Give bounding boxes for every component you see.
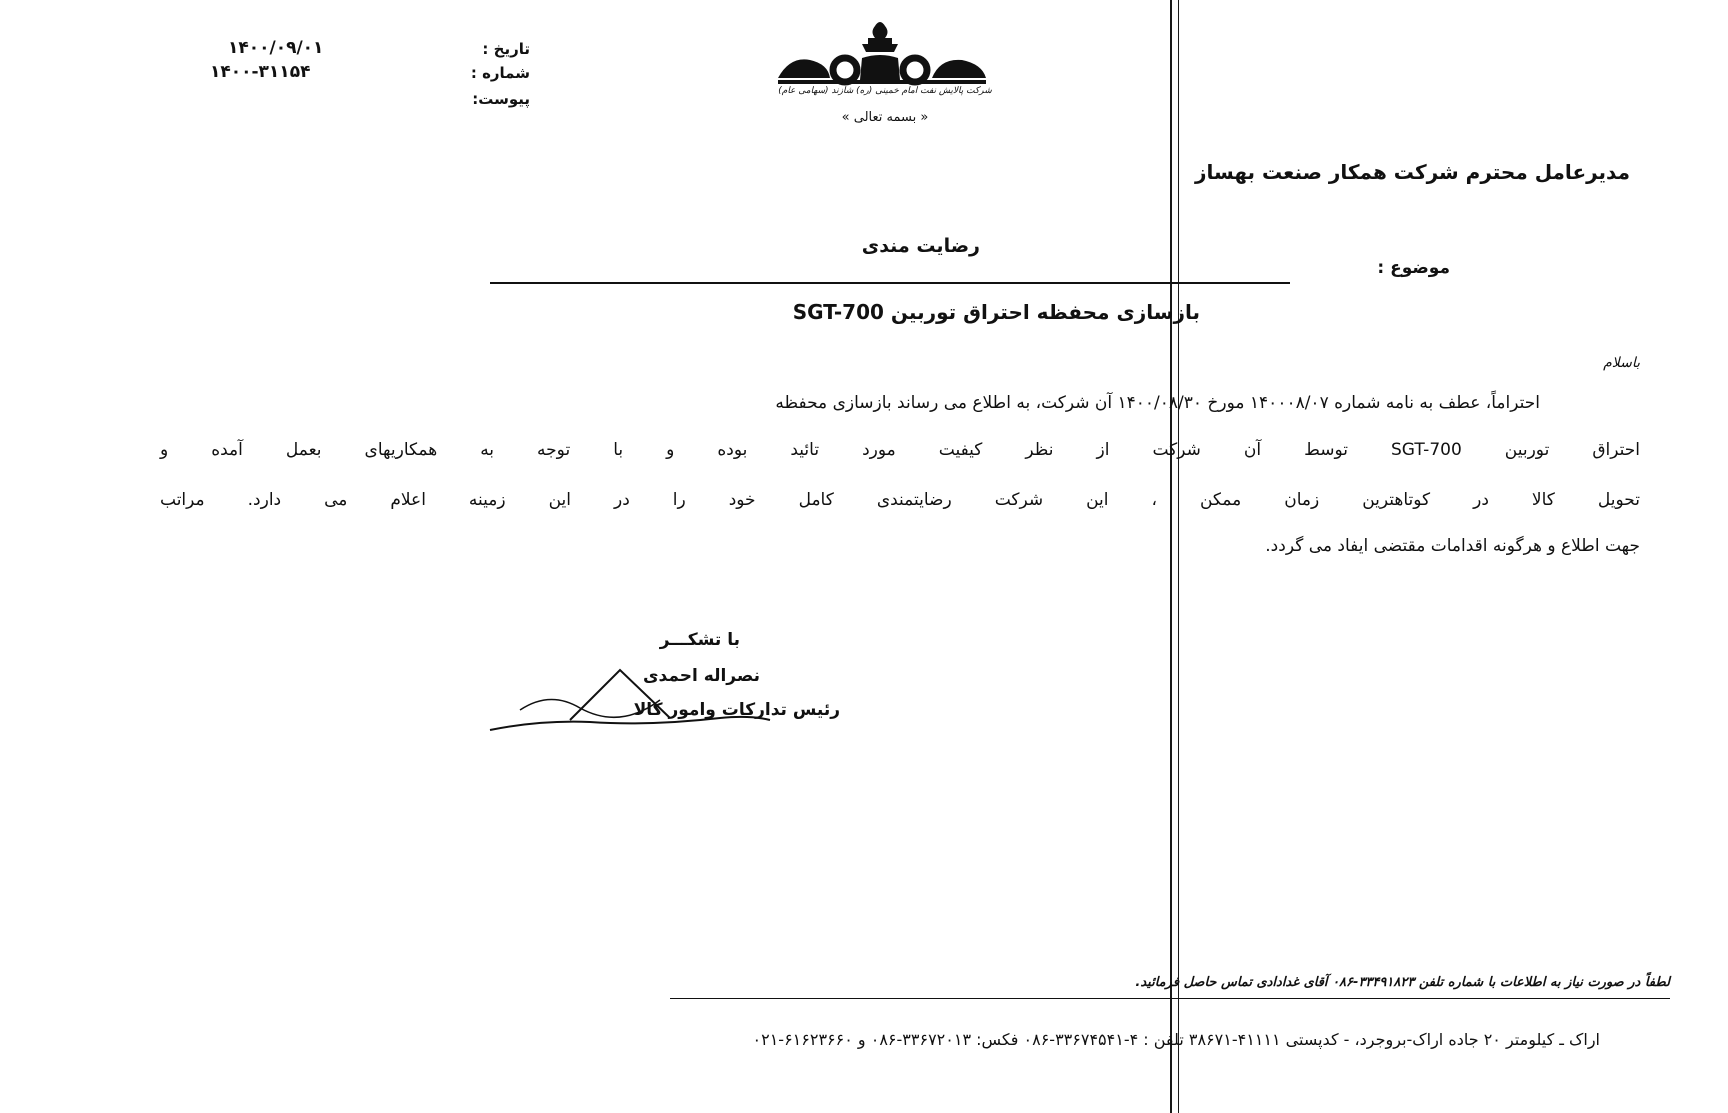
basmala: « بسمه تعالی » xyxy=(841,110,929,125)
attachment-label: پیوست: xyxy=(472,90,530,108)
footer-note: لطفاً در صورت نیاز به اطلاعات با شماره تلفن ۳۳۴۹۱۸۲۳-۰۸۶ آقای غدادادی تماس حاصل فرمائید. xyxy=(1135,975,1670,990)
handwritten-signature-icon xyxy=(480,660,780,740)
body-line-1: احتراماً، عطف به نامه شماره ۱۴۰۰۰۸/۰۷ مورخ ۱۴۰۰/۰۸/۳۰ آن شرکت، به اطلاع می رساند بازسازی محفظه xyxy=(775,393,1540,413)
signer-title: رئیس تدارکات وامور کالا xyxy=(633,700,840,720)
number-label: شماره : xyxy=(470,64,530,82)
body-line-3: تحویل کالا در کوتاهترین زمان ممکن ، این شرکت رضایتمندی کامل خود را در این زمینه اعلام می دارد. مراتب xyxy=(160,490,1640,510)
subject-label: موضوع : xyxy=(1377,258,1450,278)
addressee: مدیرعامل محترم شرکت همکار صنعت بهساز xyxy=(1194,160,1630,184)
signer-name: نصراله احمدی xyxy=(642,666,760,686)
greeting: باسلام xyxy=(1603,355,1640,371)
body-line-4: جهت اطلاع و هرگونه اقدامات مقتضی ایفاد می گردد. xyxy=(1265,536,1640,556)
closing: با تشکـــر xyxy=(659,630,740,650)
subject-underline xyxy=(490,282,1290,284)
company-name-line: شرکت پالایش نفت امام خمینی (ره) شازند (سهامی عام) xyxy=(778,86,992,96)
footer-address: اراک ـ کیلومتر ۲۰ جاده اراک-بروجرد، - کدپستی ۴۱۱۱۱-۳۸۶۷۱ تلفن : ۴-۳۳۶۷۴۵۴۱-۰۸۶ فکس: ۳۳۶۷۲۰۱۳-۰۸۶ و ۶۱۶۲۳۶۶۰-۰۲۱ xyxy=(752,1030,1600,1049)
subject-title: رضایت مندی xyxy=(861,235,980,257)
number-value: ۱۴۰۰-۳۱۱۵۴ xyxy=(210,62,311,82)
date-value: ۱۴۰۰/۰۹/۰۱ xyxy=(228,38,324,58)
subject-text: بازسازی محفظه احتراق توربین SGT-700 xyxy=(792,300,1200,324)
date-label: تاریخ : xyxy=(482,40,530,58)
footer-note-underline xyxy=(670,998,1670,999)
body-line-2: احتراق توربین SGT-700 توسط آن شرکت از نظر کیفیت مورد تائید بوده و با توجه به همکاریهای بعمل آمده و xyxy=(160,440,1640,460)
